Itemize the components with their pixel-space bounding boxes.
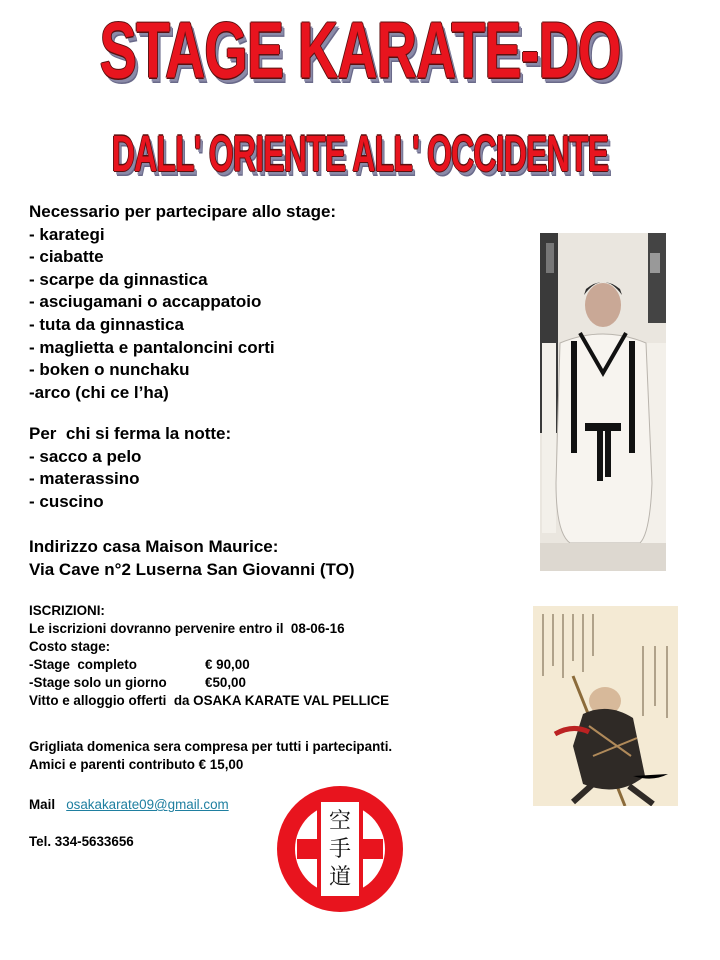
registration-deadline: Le iscrizioni dovranno pervenire entro il 08-06-16 <box>29 621 345 636</box>
overnight-item: - materassino <box>29 469 140 489</box>
cost-heading: Costo stage: <box>29 639 111 654</box>
cost-day-row <box>29 674 389 692</box>
overnight-item: - cuscino <box>29 491 104 511</box>
requirement-item: - asciugamani o accappatoio <box>29 292 262 312</box>
overnight-heading: Per chi si ferma la notte: <box>29 424 232 443</box>
mail-row <box>29 796 261 814</box>
address-heading: Indirizzo casa Maison Maurice: <box>29 537 279 556</box>
friends-note: Amici e parenti contributo € 15,00 <box>29 757 244 772</box>
registration-section <box>29 602 389 710</box>
page-title: STAGE KARATE-DO <box>99 7 621 96</box>
mail-label: Mail <box>29 797 56 812</box>
phone-number: Tel. 334-5633656 <box>29 834 134 849</box>
requirement-item: - ciabatte <box>29 247 104 267</box>
cost-full-price: € 90,00 <box>205 657 250 672</box>
overnight-item: - sacco a pelo <box>29 446 142 466</box>
cost-day-price: €50,00 <box>205 675 246 690</box>
address-line: Via Cave n°2 Luserna San Giovanni (TO) <box>29 559 355 579</box>
karateka-photo <box>540 233 666 571</box>
email-link[interactable]: osakakarate09@gmail.com <box>66 797 229 812</box>
requirement-item: - tuta da ginnastica <box>29 314 184 334</box>
bbq-note: Grigliata domenica sera compresa per tutti i partecipanti. <box>29 739 393 754</box>
logo-kanji-3: 道 <box>328 865 352 890</box>
logo-kanji-1: 空 <box>328 809 352 834</box>
samurai-print <box>533 606 678 806</box>
cost-full-row <box>29 656 389 674</box>
requirement-item: - boken o nunchaku <box>29 360 190 380</box>
extras-section <box>29 738 392 774</box>
address-section <box>29 536 355 581</box>
cost-day-label: -Stage solo un giorno <box>29 675 167 690</box>
logo-kanji-2: 手 <box>328 837 352 862</box>
cost-full-label: -Stage completo <box>29 657 137 672</box>
requirement-item: - scarpe da ginnastica <box>29 269 208 289</box>
karate-do-logo <box>275 784 405 914</box>
registration-heading: ISCRIZIONI: <box>29 603 105 618</box>
overnight-section <box>29 423 231 513</box>
requirements-heading: Necessario per partecipare allo stage: <box>29 202 337 221</box>
requirement-item: - karategi <box>29 224 105 244</box>
requirements-section <box>29 201 336 404</box>
page-subtitle: DALL' ORIENTE ALL' OCCIDENTE <box>111 126 609 183</box>
hosting-note: Vitto e alloggio offerti da OSAKA KARATE VAL PELLICE <box>29 693 390 708</box>
requirement-item: -arco (chi ce l’ha) <box>29 382 169 402</box>
requirement-item: - maglietta e pantaloncini corti <box>29 337 275 357</box>
